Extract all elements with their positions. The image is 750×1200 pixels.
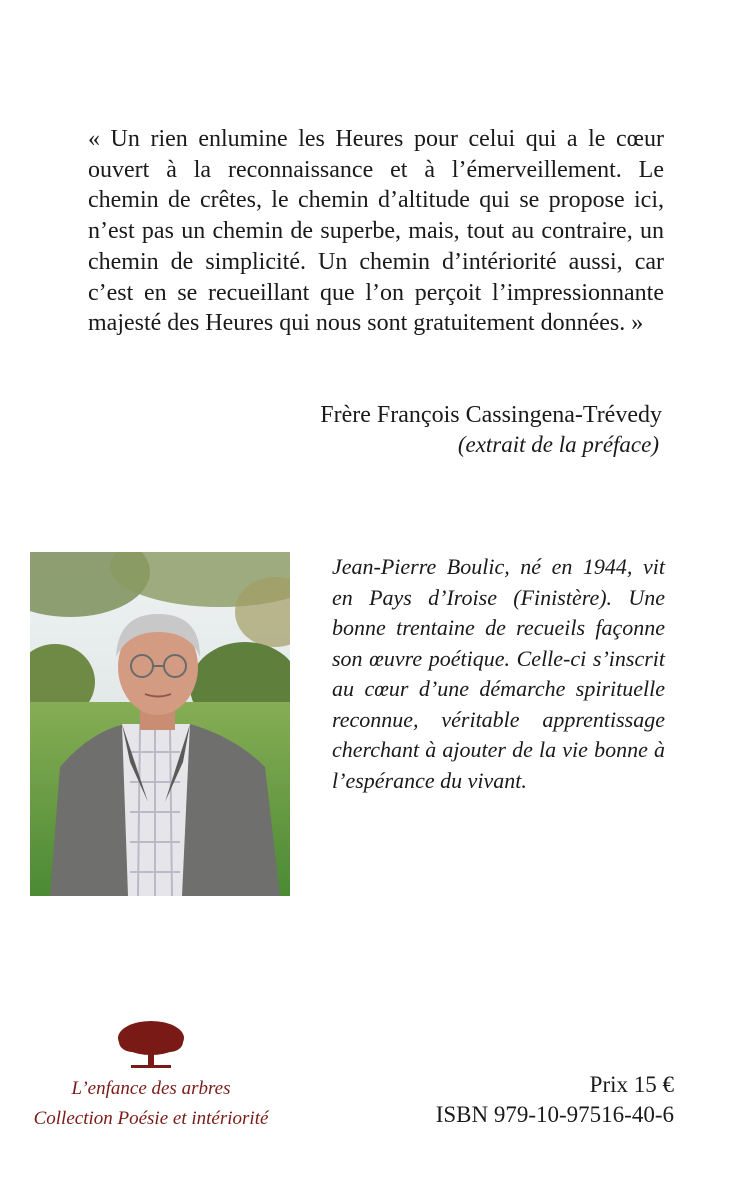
- isbn-label: ISBN 979-10-97516-40-6: [435, 1102, 674, 1127]
- publisher-name: L’enfance des arbres: [71, 1078, 231, 1099]
- preface-quote: « Un rien enlumine les Heures pour celui qui a le cœur ouvert à la reconnaissance et à l’émerveillement. Le chemin de crêtes, le chemin d’altitude qui se propose ici, n’est pas un chemin de superbe, mais, tout au contraire, un chemin de simplicité. Un chemin d’intériorité aussi, car c’est en se recueillant que l’on perçoit l’impressionnante majesté des Heures qui nous sont gratuitement données. »: [88, 126, 664, 337]
- quote-author: Frère François Cassingena-Trévedy: [320, 402, 662, 428]
- author-biography: Jean-Pierre Boulic, né en 1944, vit en Pays d’Iroise (Finistère). Une bonne trentaine de recueils façonne son œuvre poétique. Celle-ci s’inscrit au cœur d’une démarche spirituelle reconnue, véritable apprentissage cherchant à ajouter de la vie bonne à l’espérance du vivant.: [332, 554, 665, 793]
- price-isbn-block: [436, 1070, 674, 1130]
- price-label: Prix 15 €: [589, 1072, 674, 1097]
- author-photo: [30, 552, 290, 896]
- publisher-block: [20, 1018, 282, 1134]
- collection-name: Collection Poésie et intériorité: [33, 1108, 269, 1129]
- author-portrait-illustration: [30, 552, 290, 896]
- quote-source-note: (extrait de la préface): [457, 432, 659, 457]
- tree-logo-icon: [115, 1018, 187, 1070]
